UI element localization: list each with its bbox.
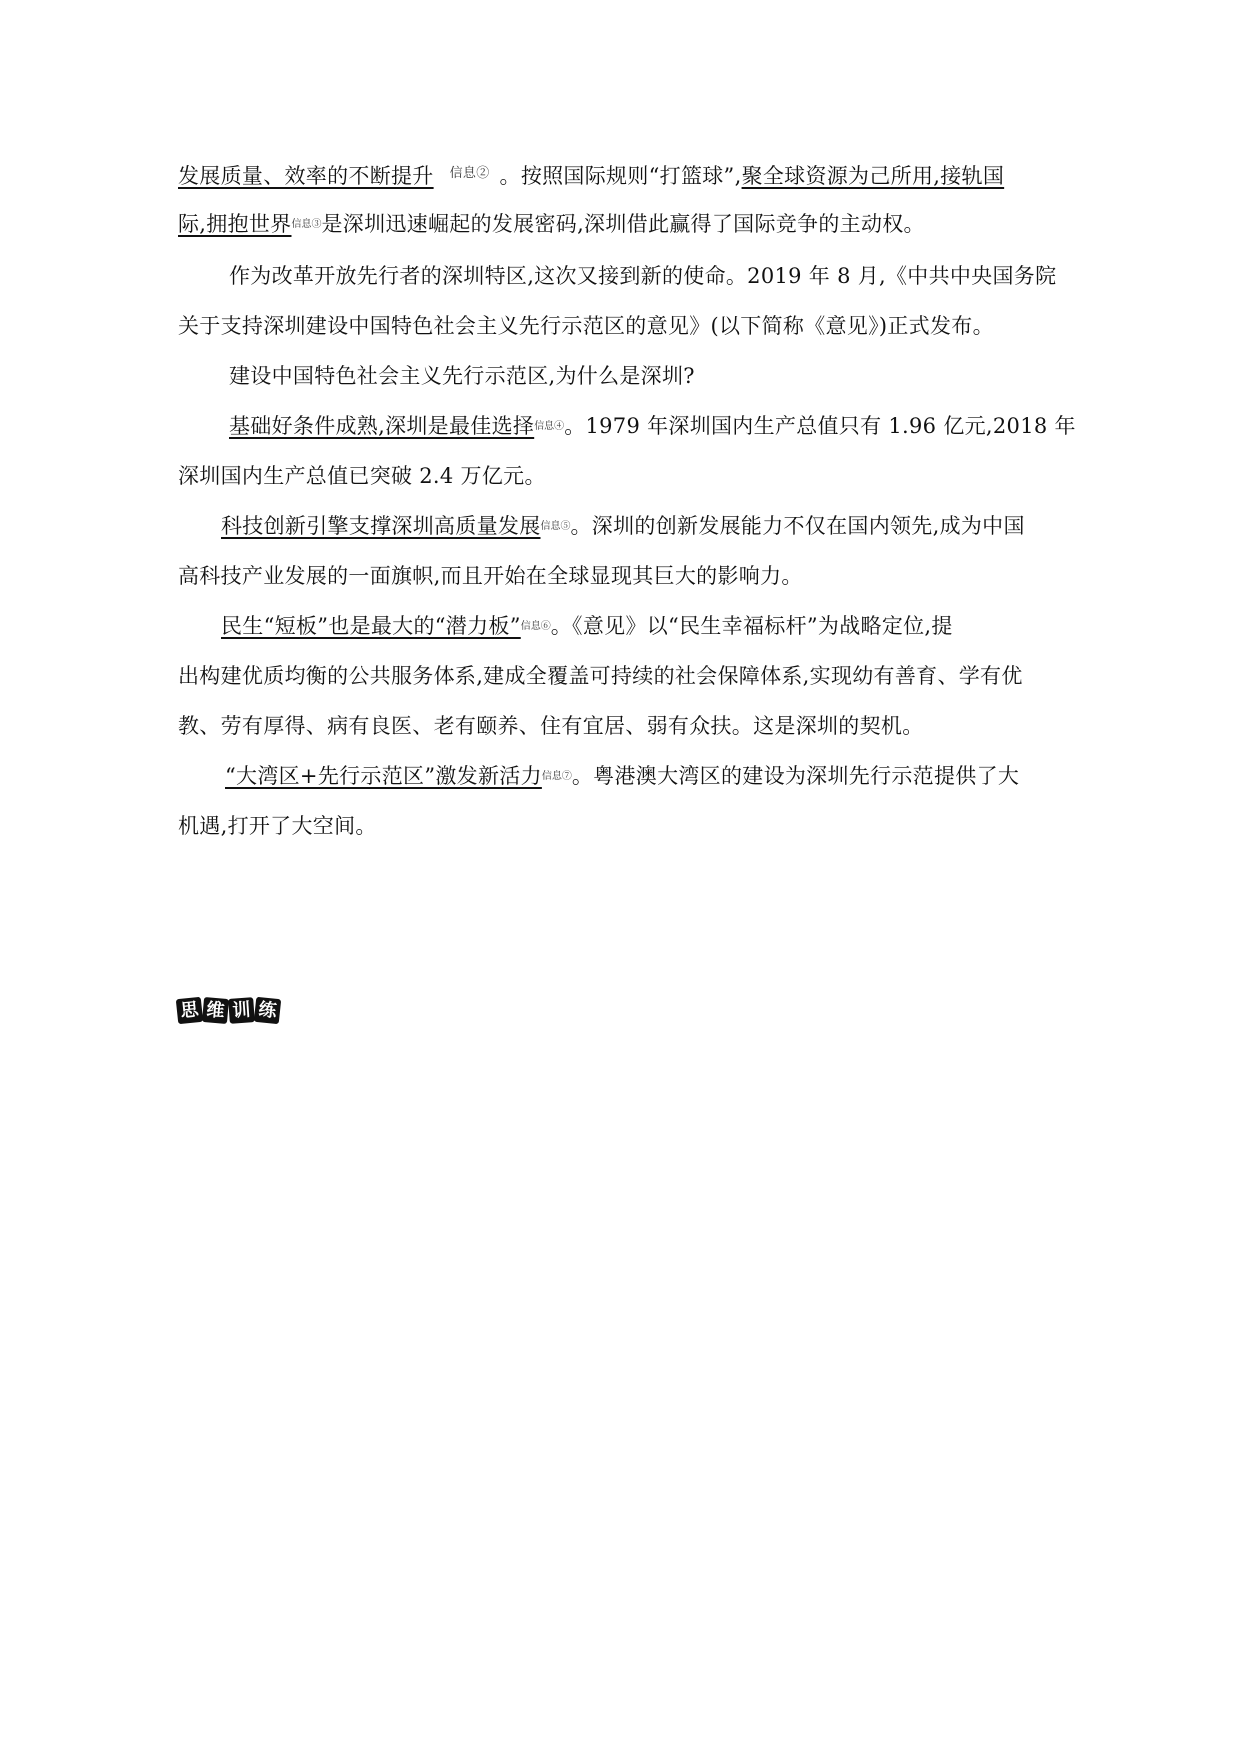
info-tag: 信息③ bbox=[291, 219, 322, 230]
underlined-key-point: 际,拥抱世界 bbox=[178, 212, 292, 236]
paragraph-6-line-1 bbox=[221, 611, 1111, 642]
body-text: 。粤港澳大湾区的建设为深圳先行示范提供了大 bbox=[571, 764, 1020, 788]
paragraph-3: 建设中国特色社会主义先行示范区,为什么是深圳? bbox=[229, 364, 695, 388]
body-text: 。深圳的创新发展能力不仅在国内领先,成为中国 bbox=[570, 514, 1025, 538]
body-text: 。按照国际规则“打篮球”, bbox=[499, 164, 742, 188]
badge-char: 思 bbox=[176, 997, 203, 1024]
paragraph-7-line-1 bbox=[225, 761, 1115, 792]
paragraph-5-line-1 bbox=[221, 511, 1111, 542]
body-text: 。《意见》以“民生幸福标杆”为战略定位,提 bbox=[550, 614, 953, 638]
badge-char: 维 bbox=[202, 997, 229, 1024]
info-tag: 信息④ bbox=[534, 421, 565, 432]
paragraph-2-line-2: 关于支持深圳建设中国特色社会主义先行示范区的意见》(以下简称《意见》)正式发布。 bbox=[178, 314, 994, 338]
badge-char: 训 bbox=[228, 997, 255, 1024]
underlined-key-point: 基础好条件成熟,深圳是最佳选择 bbox=[229, 414, 535, 438]
underlined-key-point: 聚全球资源为己所用,接轨国 bbox=[741, 164, 1005, 188]
underlined-key-point: 发展质量、效率的不断提升 bbox=[178, 164, 434, 188]
paragraph-1-line-2 bbox=[178, 209, 1068, 240]
badge-char: 练 bbox=[254, 997, 281, 1024]
paragraph-1-line-1 bbox=[178, 159, 1068, 191]
body-text: 是深圳迅速崛起的发展密码,深圳借此赢得了国际竞争的主动权。 bbox=[321, 212, 925, 236]
section-heading-badge bbox=[177, 998, 280, 1023]
paragraph-4-line-2: 深圳国内生产总值已突破 2.4 万亿元。 bbox=[178, 464, 546, 488]
body-text: 。1979 年深圳国内生产总值只有 1.96 亿元,2018 年 bbox=[564, 414, 1076, 438]
paragraph-4-line-1 bbox=[229, 411, 1119, 442]
underlined-key-point: 民生“短板”也是最大的“潜力板” bbox=[221, 614, 521, 638]
paragraph-6-line-2: 出构建优质均衡的公共服务体系,建成全覆盖可持续的社会保障体系,实现幼有善育、学有优 bbox=[178, 664, 1023, 688]
underlined-key-point: 科技创新引擎支撑深圳高质量发展 bbox=[221, 514, 541, 538]
paragraph-6-line-3: 教、劳有厚得、病有良医、老有颐养、住有宜居、弱有众扶。这是深圳的契机。 bbox=[178, 714, 924, 738]
info-tag: 信息⑤ bbox=[540, 521, 571, 532]
paragraph-2-line-1: 作为改革开放先行者的深圳特区,这次又接到新的使命。2019 年 8 月,《中共中央国务院 bbox=[229, 264, 1057, 288]
info-tag: 信息⑥ bbox=[520, 621, 551, 632]
info-tag: 信息⑦ bbox=[541, 771, 572, 782]
underlined-key-point: “大湾区+先行示范区”激发新活力 bbox=[225, 764, 542, 788]
info-tag: 信息② bbox=[449, 166, 490, 181]
paragraph-7-line-2: 机遇,打开了大空间。 bbox=[178, 814, 377, 838]
paragraph-5-line-2: 高科技产业发展的一面旗帜,而且开始在全球显现其巨大的影响力。 bbox=[178, 564, 803, 588]
